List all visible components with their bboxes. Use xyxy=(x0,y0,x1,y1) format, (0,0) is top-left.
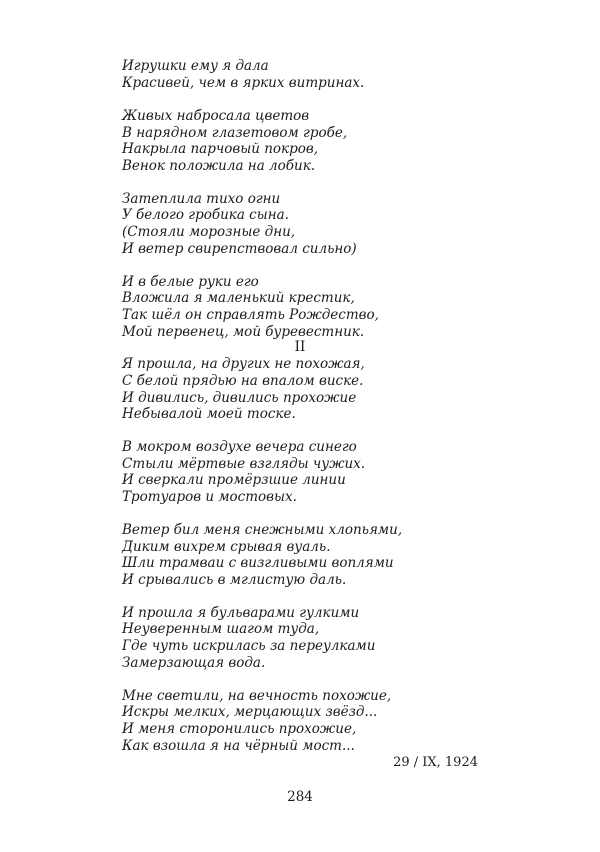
poem-line: Накрыла парчовый покров, xyxy=(122,141,319,157)
poem-line: Мне светили, на вечность похожие, xyxy=(122,688,392,704)
poem-line: Замерзающая вода. xyxy=(122,655,266,671)
poem-line: В мокром воздухе вечера синего xyxy=(122,439,357,455)
poem-line: Венок положила на лобик. xyxy=(122,158,316,174)
poem-line: И ветер свирепствовал сильно) xyxy=(122,241,357,257)
poem-line: Вложила я маленький крестик, xyxy=(122,290,355,306)
poem-line: Диким вихрем срывая вуаль. xyxy=(122,539,331,555)
poem-line: Шли трамваи с визгливыми воплями xyxy=(122,555,394,571)
poem-line: И сверкали промёрзшие линии xyxy=(122,472,346,488)
poem-line: Красивей, чем в ярких витринах. xyxy=(122,75,365,91)
poem-line: Ветер бил меня снежными хлопьями, xyxy=(122,522,403,538)
poem-line: Я прошла, на других не похожая, xyxy=(122,356,365,372)
poem-line: Неуверенным шагом туда, xyxy=(122,621,320,637)
poem-line: Как взошла я на чёрный мост... xyxy=(122,738,355,754)
poem-line: И срывались в мглистую даль. xyxy=(122,572,347,588)
page-number: 284 xyxy=(287,789,313,805)
poem-line: И прошла я бульварами гулкими xyxy=(122,605,360,621)
poem-line: Небывалой моей тоске. xyxy=(122,406,296,422)
poem-date: 29 / IX, 1924 xyxy=(393,755,478,770)
poem-line: Живых набросала цветов xyxy=(122,108,310,124)
section-number: II xyxy=(294,339,306,355)
poem-line: У белого гробика сына. xyxy=(122,207,289,223)
poem-line: Затеплила тихо огни xyxy=(122,191,281,207)
poem-line: Тротуаров и мостовых. xyxy=(122,489,297,505)
poem-line: Искры мелких, мерцающих звёзд... xyxy=(122,704,378,720)
poem-line: С белой прядью на впалом виске. xyxy=(122,373,364,389)
poem-line: Стыли мёртвые взгляды чужих. xyxy=(122,456,366,472)
poem-line: Где чуть искрилась за переулками xyxy=(122,638,376,654)
poem-line: Игрушки ему я дала xyxy=(122,58,269,74)
poem-line: (Стояли морозные дни, xyxy=(122,224,296,240)
poem-line: В нарядном глазетовом гробе, xyxy=(122,125,348,141)
poem-line: Так шёл он справлять Рождество, xyxy=(122,307,379,323)
poem-line: Мой первенец, мой буревестник. xyxy=(122,324,365,340)
poem-line: И в белые руки его xyxy=(122,274,259,290)
poem-line: И меня сторонились прохожие, xyxy=(122,721,357,737)
poem-line: И дивились, дивились прохожие xyxy=(122,390,357,406)
